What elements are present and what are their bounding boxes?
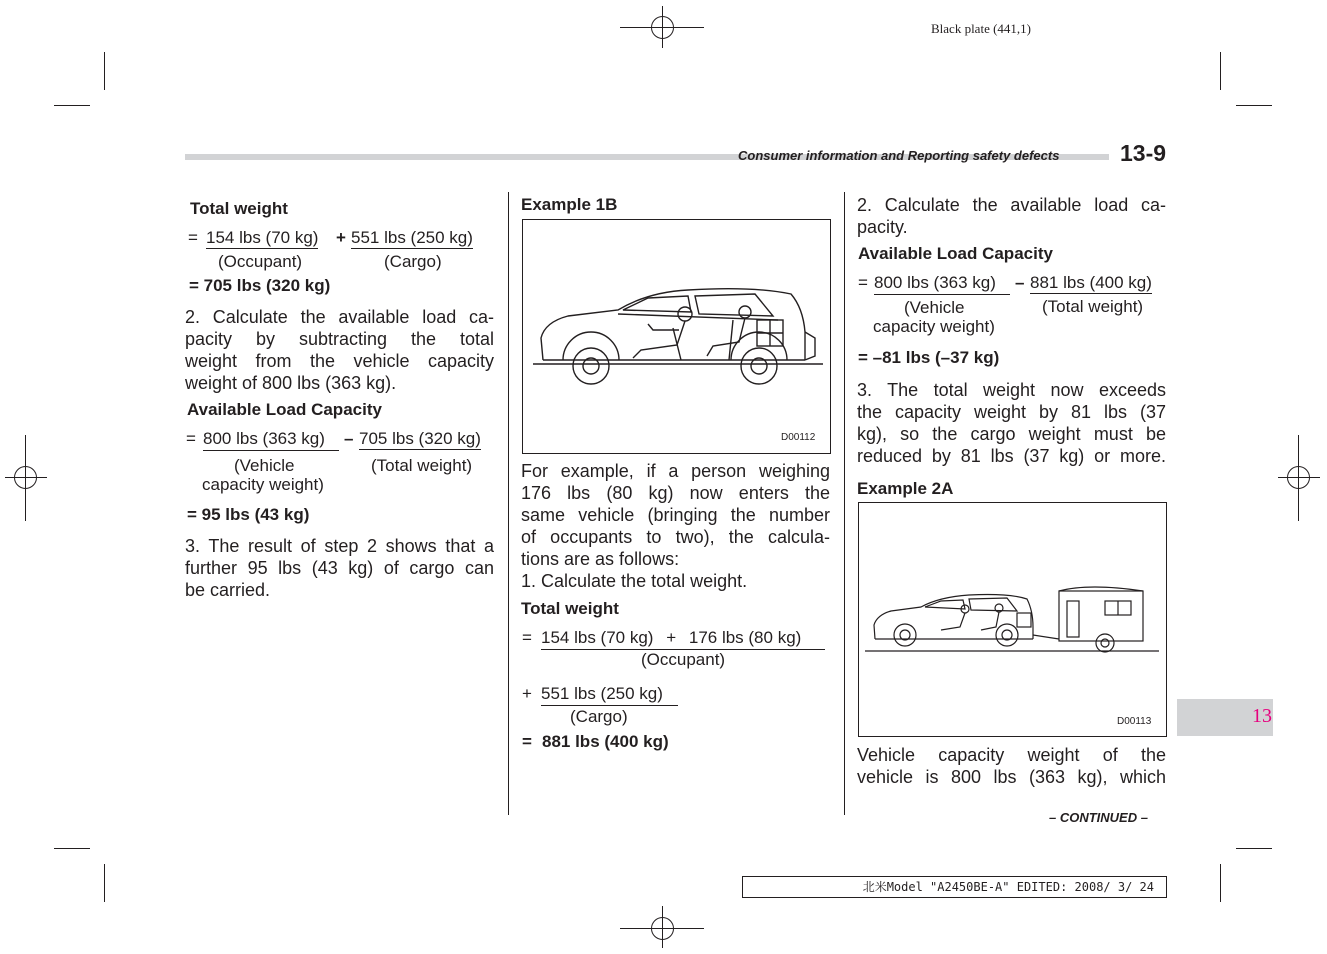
label-occupant: (Occupant) (641, 650, 726, 669)
eq-sign: = (188, 228, 198, 247)
page-number: 13-9 (1120, 140, 1167, 166)
step-2-text: 2. Calculate the available load ca- pacity. (857, 195, 1166, 237)
example-2a-paragraph: Vehicle capacity weight of the vehicle is 800 lbs (363 kg), which (857, 745, 1166, 787)
step-3-text: 3. The total weight now exceeds the capacity weight by 81 lbs (37 kg), so the cargo weight must be reduced by 81 lbs (37 kg) or more. (857, 380, 1166, 466)
eq-sign: = (858, 273, 868, 292)
result-available-load: = –81 lbs (–37 kg) (858, 348, 1000, 367)
total-weight-sum (541, 628, 825, 650)
label-capacity-weight: capacity weight) (202, 475, 324, 494)
step-2-text: 2. Calculate the available load ca- pacity by subtracting the total weight from the vehicle capacity weight of 800 lbs (363 kg). (185, 307, 494, 393)
eq-sign: = (522, 628, 532, 647)
step-3-text: 3. The result of step 2 shows that a further 95 lbs (43 kg) of cargo can be carried. (185, 536, 494, 600)
car-interior-illustration (523, 220, 830, 453)
label-vehicle: (Vehicle (904, 298, 965, 317)
term-occupant-2: 176 lbs (80 kg) (688, 628, 802, 647)
label-total-weight: (Total weight) (1042, 297, 1144, 316)
figure-example-1b (522, 219, 831, 454)
minus-sign: – (344, 429, 354, 448)
column-divider (844, 192, 845, 815)
example-1b-heading: Example 1B (521, 195, 618, 214)
figure-code: D00113 (1117, 716, 1152, 727)
car-towing-trailer-illustration (859, 503, 1166, 736)
eq-sign: = (186, 429, 196, 448)
example-1b-paragraph: For example, if a person weighing 176 lbs (80 kg) now enters the same vehicle (bringing the number of occupants to two), the calcula- tions are as follows: 1. Calculate the total weight. (521, 461, 830, 591)
term-cargo: 551 lbs (250 kg) (541, 684, 678, 706)
result-total-weight: 881 lbs (400 kg) (542, 732, 669, 751)
term-vehicle-capacity: 800 lbs (363 kg) (874, 273, 1010, 295)
example-2a-heading: Example 2A (857, 479, 954, 498)
chapter-tab-number: 13 (1252, 705, 1272, 727)
plus-sign: + (666, 628, 677, 647)
plus-sign: + (336, 228, 346, 247)
heading-available-load: Available Load Capacity (187, 400, 382, 419)
term-total-weight: 881 lbs (400 kg) (1030, 273, 1152, 292)
term-occupant-weight: 154 lbs (70 kg) (206, 228, 319, 247)
minus-sign: – (1015, 273, 1025, 292)
label-vehicle: (Vehicle (234, 456, 295, 475)
heading-total-weight: Total weight (190, 199, 288, 218)
term-vehicle-capacity: 800 lbs (363 kg) (203, 429, 339, 451)
result-total-weight: = 705 lbs (320 kg) (189, 276, 331, 295)
heading-available-load: Available Load Capacity (858, 244, 1053, 263)
term-cargo-weight: 551 lbs (250 kg) (351, 228, 473, 247)
figure-code: D00112 (781, 432, 816, 443)
continued-label: – CONTINUED – (1049, 810, 1148, 825)
label-cargo: (Cargo) (570, 707, 628, 726)
heading-total-weight-2: Total weight (521, 599, 619, 618)
label-occupant: (Occupant) (218, 252, 303, 271)
label-capacity-weight: capacity weight) (873, 317, 995, 336)
label-cargo: (Cargo) (384, 252, 442, 271)
column-divider (508, 192, 509, 815)
footer-edit-info: 北米Model "A2450BE-A" EDITED: 2008/ 3/ 24 (742, 876, 1167, 898)
term-occupant-1: 154 lbs (70 kg) (541, 628, 654, 647)
term-total-weight: 705 lbs (320 kg) (359, 429, 481, 448)
header-title: Consumer information and Reporting safety defects (738, 148, 1060, 163)
figure-example-2a (858, 502, 1167, 737)
label-total-weight: (Total weight) (371, 456, 473, 475)
plus-sign: + (522, 684, 532, 703)
result-available-load: = 95 lbs (43 kg) (187, 505, 310, 524)
result-sign: = (522, 732, 532, 751)
plate-label: Black plate (441,1) (931, 21, 1031, 36)
